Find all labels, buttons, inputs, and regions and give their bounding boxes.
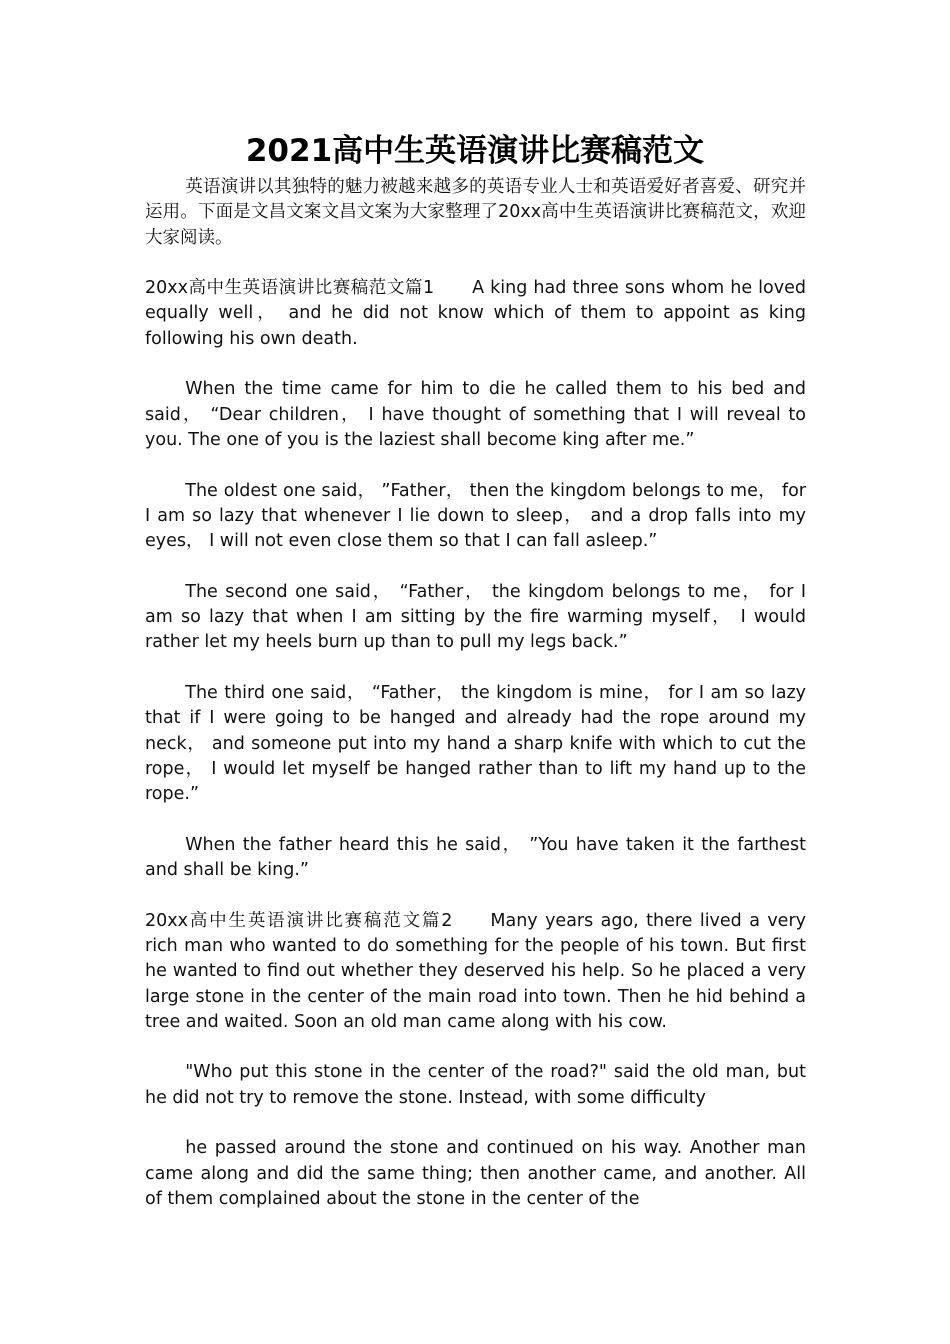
paragraph-gap	[145, 807, 806, 832]
paragraph-gap	[145, 656, 806, 681]
paragraph-gap	[145, 1111, 806, 1136]
section2-first-paragraph	[145, 909, 806, 1035]
section1-paragraph: When the father heard this he said， ”You have taken it the farthest and shall be king.”	[145, 834, 806, 881]
section2-first-text: Many years ago, there lived a very rich man who wanted to do something for the people of his town. But first he wanted to find out whether they deserved his help. So he placed a very large stone in the center of the main road into town. Then he hid behind a tree and waited. Soon an old man came along with his cow.	[145, 910, 806, 1032]
section1-heading: 20xx高中生英语演讲比赛稿范文篇1	[145, 278, 435, 299]
section1-paragraph: When the time came for him to die he called them to his bed and said， “Dear children， I have thought of something that I will reveal to you. The one of you is the laziest shall become king after me.”	[145, 379, 806, 450]
section2-heading: 20xx高中生英语演讲比赛稿范文篇2	[145, 910, 453, 931]
paragraph-gap	[145, 554, 806, 579]
section1-paragraph: The second one said， “Father， the kingdom belongs to me， for I am so lazy that when I am sitting by the fire warming myself， I would rather let my heels burn up than to pull my legs back.”	[145, 581, 806, 653]
section1-first-text: A king had three sons whom he loved equally well， and he did not know which of them to appoint as king following his own death.	[145, 278, 806, 349]
paragraph-gap	[145, 251, 806, 276]
paragraph-gap	[145, 352, 806, 377]
paragraph-gap	[145, 453, 806, 478]
document-body	[145, 175, 806, 1212]
document-title: 2021高中生英语演讲比赛稿范文	[245, 133, 705, 169]
section2-paragraph: he passed around the stone and continued on his way. Another man came along and did the same thing; then another came, and another. All of them complained about the stone in the center of the	[145, 1138, 806, 1209]
paragraph-gap	[145, 1035, 806, 1060]
paragraph-gap	[145, 883, 806, 908]
section1-paragraph: The third one said， “Father， the kingdom is mine， for I am so lazy that if I were going to be hanged and already had the rope around my neck， and someone put into my hand a sharp knife with which to cut the rope， I would let myself be hanged rather than to lift my hand up to the rope.”	[145, 682, 806, 805]
section1-paragraph: The oldest one said， ”Father， then the kingdom belongs to me， for I am so lazy that whenever I lie down to sleep， and a drop falls into my eyes， I will not even close them so that I can fall asleep.”	[145, 480, 806, 552]
section1-first-paragraph	[145, 276, 806, 352]
section2-paragraph: "Who put this stone in the center of the road?" said the old man, but he did not try to remove the stone. Instead, with some difficulty	[145, 1062, 806, 1108]
intro-paragraph: 英语演讲以其独特的魅力被越来越多的英语专业人士和英语爱好者喜爱、研究并运用。下面是文昌文案文昌文案为大家整理了20xx高中生英语演讲比赛稿范文，欢迎大家阅读。	[145, 177, 806, 248]
